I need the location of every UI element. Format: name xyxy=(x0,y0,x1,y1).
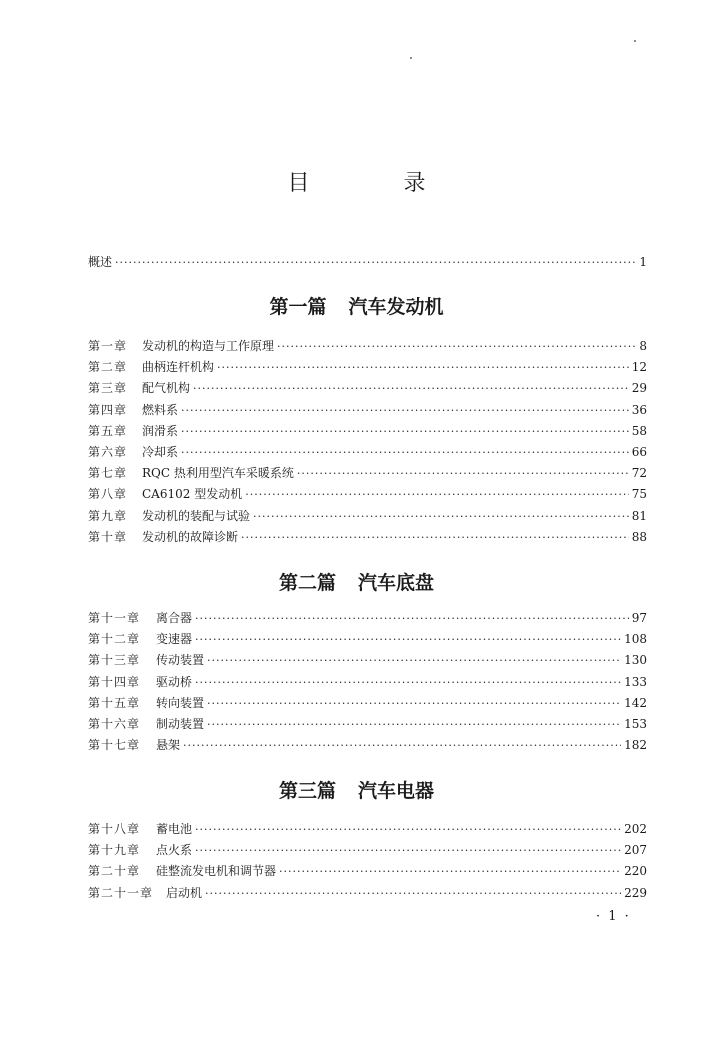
chapter-number: 第十章 xyxy=(88,529,128,544)
leader-dots xyxy=(241,527,629,548)
page-title: 目 录 xyxy=(287,171,462,196)
chapter-name: 曲柄连杆机构 xyxy=(142,360,215,375)
chapter-name: CA6102 型发动机 xyxy=(142,487,243,502)
toc-entry[interactable] xyxy=(88,840,647,861)
chapter-number: 第八章 xyxy=(88,487,128,502)
page-number: 88 xyxy=(631,529,647,544)
toc-entry[interactable] xyxy=(88,378,647,399)
chapter-number: 第十四章 xyxy=(88,674,141,689)
part-2-chapter-list xyxy=(88,608,647,756)
chapter-name: 发动机的故障诊断 xyxy=(142,529,239,544)
leader-dots xyxy=(181,421,629,442)
chapter-number: 第十九章 xyxy=(88,843,141,858)
toc-entry[interactable] xyxy=(88,629,647,650)
page-number: 202 xyxy=(624,822,647,836)
chapter-number: 第十二章 xyxy=(88,632,141,647)
page-number: 130 xyxy=(624,653,647,668)
toc-entry[interactable] xyxy=(88,861,647,882)
chapter-name: 离合器 xyxy=(156,611,193,625)
leader-dots xyxy=(183,735,621,756)
page-number: 153 xyxy=(624,716,647,731)
chapter-name: 冷却系 xyxy=(142,444,179,459)
page-number: 12 xyxy=(631,360,647,375)
leader-dots xyxy=(115,252,636,273)
chapter-name: 制动装置 xyxy=(156,716,205,731)
page-number: 75 xyxy=(631,487,647,502)
page-number: 66 xyxy=(631,444,647,459)
chapter-name: 发动机的装配与试验 xyxy=(142,508,251,523)
toc-entry[interactable] xyxy=(88,672,647,693)
part-heading-1 xyxy=(0,292,713,319)
chapter-number: 第七章 xyxy=(88,466,128,481)
chapter-number: 第十八章 xyxy=(88,822,141,836)
leader-dots xyxy=(195,840,621,861)
chapter-name: 变速器 xyxy=(156,632,193,647)
toc-entry[interactable] xyxy=(88,463,647,484)
chapter-number: 第十六章 xyxy=(88,716,141,731)
leader-dots xyxy=(181,400,629,421)
part-name: 汽车电器 xyxy=(358,780,435,802)
chapter-name: 悬架 xyxy=(156,738,181,753)
chapter-number: 第二章 xyxy=(88,360,128,375)
chapter-name: 蓄电池 xyxy=(156,822,193,836)
page-number: 133 xyxy=(624,674,647,689)
toc-entry[interactable] xyxy=(88,421,647,442)
chapter-name: 燃料系 xyxy=(142,402,179,417)
chapter-name: 硅整流发电机和调节器 xyxy=(156,864,277,879)
chapter-name: 发动机的构造与工作原理 xyxy=(142,339,275,353)
toc-entry[interactable] xyxy=(88,506,647,527)
part-number: 第二篇 xyxy=(278,572,336,594)
toc-entry[interactable] xyxy=(88,608,647,629)
leader-dots xyxy=(205,883,621,904)
part-number: 第三篇 xyxy=(278,780,336,802)
part-3-chapter-list xyxy=(88,819,647,904)
part-number: 第一篇 xyxy=(269,296,327,318)
page-number: 207 xyxy=(624,843,647,858)
leader-dots xyxy=(297,463,629,484)
leader-dots xyxy=(279,861,621,882)
page-number: 72 xyxy=(631,466,647,481)
page-number: 182 xyxy=(624,738,647,753)
chapter-number: 第二十章 xyxy=(88,864,141,879)
chapter-name: 点火系 xyxy=(156,843,193,858)
page-number: 229 xyxy=(624,885,647,900)
leader-dots xyxy=(195,672,621,693)
chapter-number: 第十一章 xyxy=(88,611,141,625)
chapter-number: 第十五章 xyxy=(88,695,141,710)
page-number: 97 xyxy=(631,611,647,625)
part-name: 汽车发动机 xyxy=(348,296,444,318)
part-name: 汽车底盘 xyxy=(358,572,435,594)
chapter-number: 第十七章 xyxy=(88,738,141,753)
toc-entry[interactable] xyxy=(88,484,647,505)
page-footer-number: · 1 · xyxy=(596,909,631,924)
page-number: 220 xyxy=(624,864,647,879)
page-number: 58 xyxy=(631,423,647,438)
chapter-name: 传动装置 xyxy=(156,653,205,668)
toc-entry[interactable] xyxy=(88,336,647,357)
leader-dots xyxy=(195,608,629,629)
chapter-name: 启动机 xyxy=(166,885,203,900)
chapter-number: 第一章 xyxy=(88,339,128,353)
scan-speck xyxy=(410,57,412,59)
chapter-number: 第五章 xyxy=(88,423,128,438)
chapter-number: 第三章 xyxy=(88,381,128,396)
part-1-chapter-list xyxy=(88,336,647,548)
toc-entry[interactable] xyxy=(88,527,647,548)
toc-entry-intro[interactable] xyxy=(88,252,647,273)
chapter-name: 转向装置 xyxy=(156,695,205,710)
intro-list xyxy=(88,252,647,273)
toc-entry[interactable] xyxy=(88,650,647,671)
leader-dots xyxy=(195,819,621,840)
chapter-name: 驱动桥 xyxy=(156,674,193,689)
page-number: 8 xyxy=(639,339,647,353)
chapter-number: 第九章 xyxy=(88,508,128,523)
toc-entry[interactable] xyxy=(88,357,647,378)
leader-dots xyxy=(277,336,636,357)
chapter-number: 第六章 xyxy=(88,444,128,459)
toc-entry[interactable] xyxy=(88,693,647,714)
leader-dots xyxy=(181,442,629,463)
leader-dots xyxy=(217,357,629,378)
page-number: 29 xyxy=(631,381,647,396)
toc-entry[interactable] xyxy=(88,883,647,904)
page-number: 36 xyxy=(631,402,647,417)
chapter-number: 第二十一章 xyxy=(88,885,154,900)
leader-dots xyxy=(207,693,621,714)
leader-dots xyxy=(207,714,621,735)
leader-dots xyxy=(193,378,629,399)
toc-entry[interactable] xyxy=(88,714,647,735)
toc-entry[interactable] xyxy=(88,819,647,840)
entry-name: 概述 xyxy=(88,255,113,269)
page-number: 142 xyxy=(624,695,647,710)
chapter-name: 润滑系 xyxy=(142,423,179,438)
leader-dots xyxy=(245,484,629,505)
chapter-name: 配气机构 xyxy=(142,381,191,396)
part-heading-3 xyxy=(0,776,713,803)
leader-dots xyxy=(195,629,621,650)
chapter-name: RQC 热利用型汽车采暖系统 xyxy=(142,466,294,481)
page-number: 81 xyxy=(631,508,647,523)
toc-entry[interactable] xyxy=(88,442,647,463)
scan-speck xyxy=(634,40,636,42)
leader-dots xyxy=(207,650,621,671)
leader-dots xyxy=(253,506,629,527)
page-number: 1 xyxy=(639,255,647,269)
chapter-number: 第四章 xyxy=(88,402,128,417)
toc-entry[interactable] xyxy=(88,400,647,421)
toc-entry[interactable] xyxy=(88,735,647,756)
chapter-number: 第十三章 xyxy=(88,653,141,668)
part-heading-2 xyxy=(0,568,713,595)
page-number: 108 xyxy=(624,632,647,647)
